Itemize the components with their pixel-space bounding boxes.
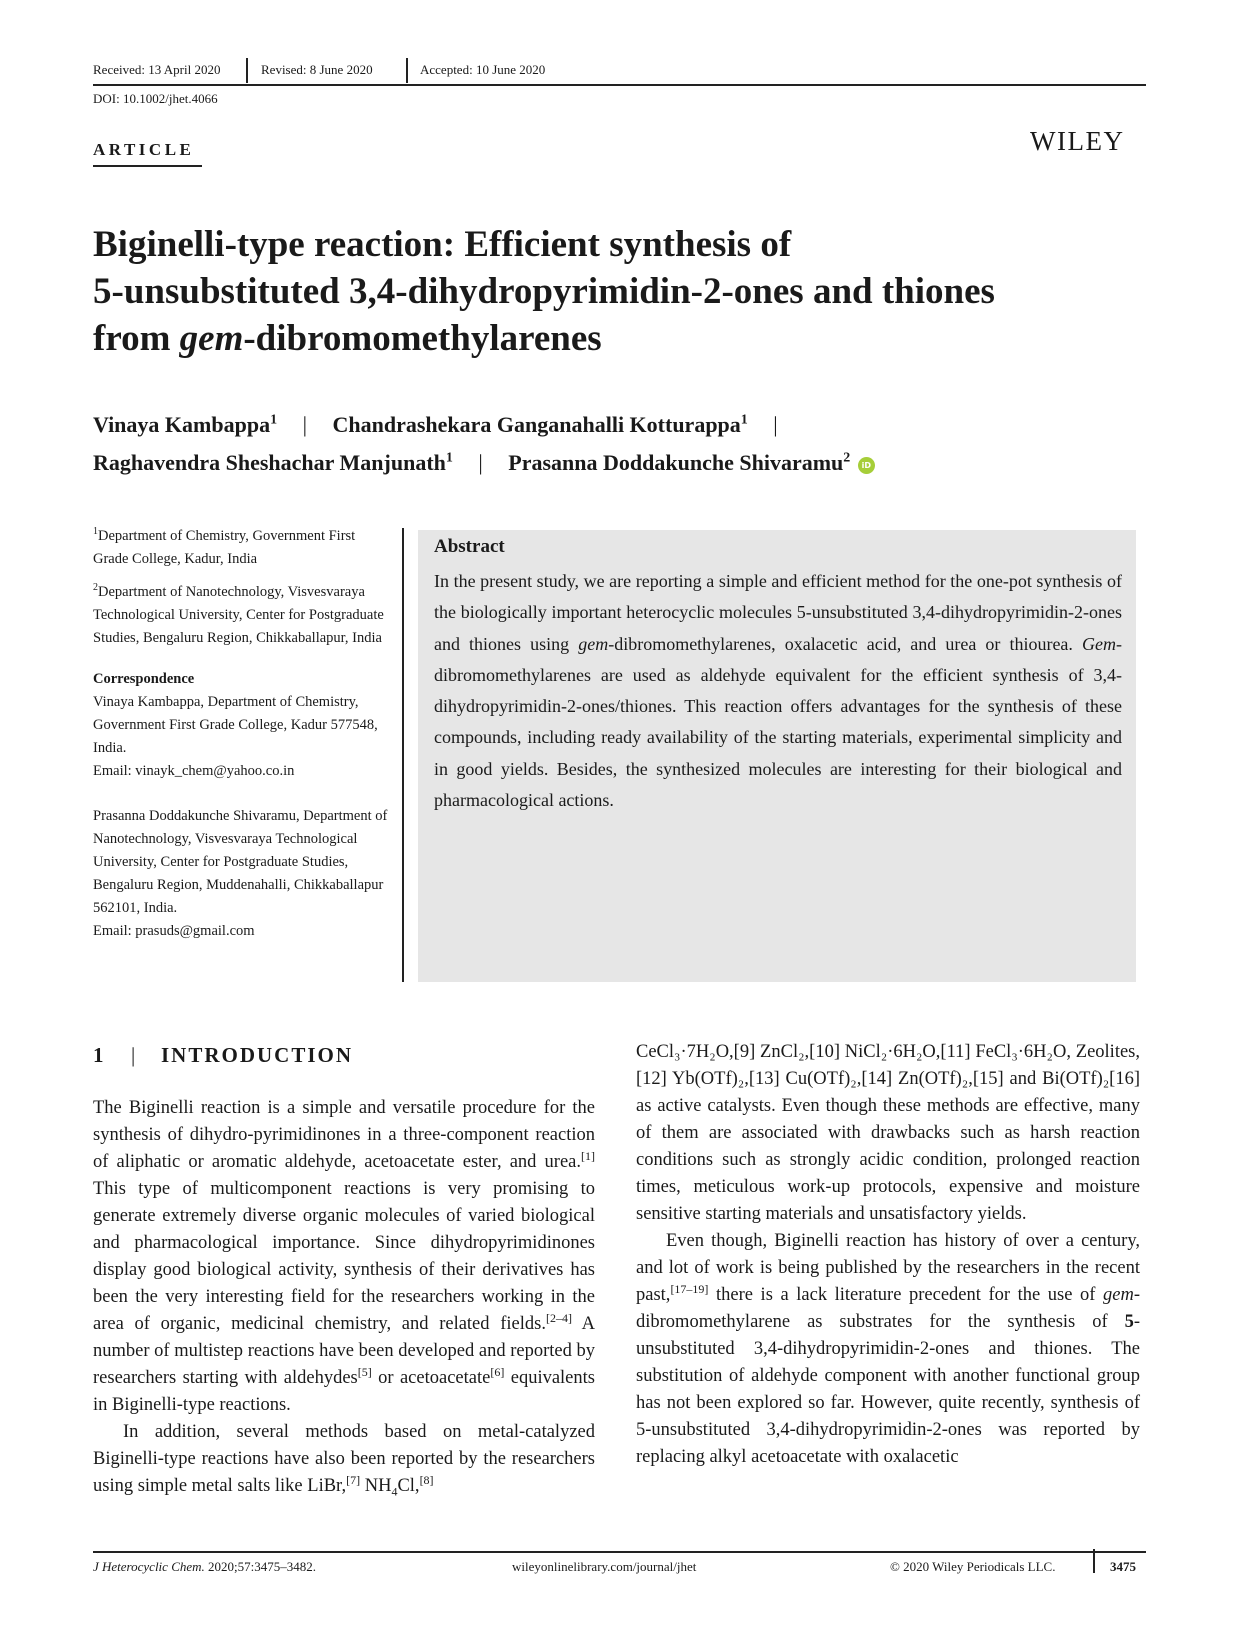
email-link[interactable]: Email: vinayk_chem@yahoo.co.in	[93, 763, 295, 779]
section-title: INTRODUCTION	[161, 1043, 354, 1067]
intro-left-column	[93, 1095, 595, 1500]
author-list	[93, 406, 1153, 482]
author-affiliation: 1	[445, 450, 453, 466]
article-type-label: ARTICLE	[93, 140, 195, 159]
title-line: Biginelli-type reaction: Efficient synthesis of	[93, 224, 792, 265]
revised-date: Revised: 8 June 2020	[261, 62, 373, 77]
correspondence-heading: Correspondence	[93, 671, 195, 687]
article-title	[93, 221, 1153, 362]
citation-ref[interactable]: [1]	[581, 1148, 595, 1163]
author-separator: |	[302, 412, 307, 437]
author-separator: |	[478, 450, 483, 475]
citation-ref[interactable]: [6]	[490, 1364, 505, 1379]
title-line: from gem-dibromomethylarenes	[93, 318, 602, 359]
author-name: Raghavendra Sheshachar Manjunath	[93, 450, 446, 475]
author-name: Vinaya Kambappa	[93, 412, 271, 437]
author-name: Chandrashekara Ganganahalli Kotturappa	[332, 412, 741, 437]
doi: DOI: 10.1002/jhet.4066	[93, 91, 218, 106]
journal-url-link[interactable]: wileyonlinelibrary.com/journal/jhet	[512, 1559, 697, 1574]
date-divider	[406, 58, 408, 83]
email-link[interactable]: Email: prasuds@gmail.com	[93, 923, 255, 939]
section-number: 1	[93, 1043, 104, 1067]
column-divider	[402, 528, 404, 982]
paragraph: In addition, several methods based on metal-catalyzed Biginelli-type reactions have also been reported by the researchers using simple metal salts like LiBr,[7] $NH_4Cl,[8]$	[93, 1422, 595, 1499]
orcid-icon[interactable]: iD	[858, 457, 875, 474]
journal-citation: J Heterocyclic Chem. 2020;57:3475–3482.	[93, 1559, 317, 1574]
accepted-date: Accepted: 10 June 2020	[420, 62, 546, 77]
footer-divider	[1093, 1549, 1095, 1573]
correspondence-entry: Prasanna Doddakunche Shivaramu, Department of Nanotechnology, Visvesvaraya Technological University, Center for Postgraduate Studies, Bengaluru Region, Muddenahalli, Chikkaballapur 562101, India.	[93, 808, 388, 916]
page-number: 3475	[1110, 1559, 1136, 1574]
intro-right-column	[636, 1039, 1140, 1471]
date-divider	[246, 58, 248, 83]
footer-rule	[93, 1551, 1146, 1553]
citation-ref[interactable]: [5]	[357, 1364, 372, 1379]
publisher-logo: WILEY	[1030, 126, 1125, 156]
author-affiliation: 2	[843, 450, 851, 466]
received-date: Received: 13 April 2020	[93, 62, 221, 77]
author-affiliation: 1	[740, 412, 748, 428]
title-line: 5-unsubstituted 3,4-dihydropyrimidin-2-ones and thiones	[93, 271, 995, 312]
affiliation: $^2$Department of Nanotechnology, Visvesvaraya Technological University, Center for Postgraduate Studies, Bengaluru Region, Chikkaballapur, India	[93, 582, 384, 646]
author-name: Prasanna Doddakunche Shivaramu	[508, 450, 844, 475]
abstract-heading: Abstract	[434, 536, 505, 557]
citation-ref[interactable]: [7]	[346, 1472, 361, 1487]
paragraph: Even though, Biginelli reaction has history of over a century, and lot of work is being published by the researchers in the recent past,[17–19] there is a lack literature precedent for the use of gem-dibromomethylarene as substrates for the synthesis of 5-unsubstituted 3,4-dihydropyrimidin-2-ones and thiones. The substitution of aldehyde component with another functional group has not been explored so far. However, quite recently, synthesis of 5-unsubstituted 3,4-dihydropyrimidin-2-ones was reported by replacing alkyl acetoacetate with oxalacetic	[636, 1231, 1140, 1467]
section-separator: |	[131, 1043, 136, 1067]
copyright: © 2020 Wiley Periodicals LLC.	[890, 1559, 1056, 1574]
citation-ref[interactable]: [2–4]	[545, 1310, 572, 1325]
affiliations-panel	[93, 525, 388, 953]
citation-ref[interactable]: [8]	[419, 1472, 434, 1487]
author-affiliation: 1	[270, 412, 278, 428]
affiliation: $^1$Department of Chemistry, Government First Grade College, Kadur, India	[93, 526, 356, 567]
abstract-body: In the present study, we are reporting a simple and efficient method for the one-pot synthesis of the biologically important heterocyclic molecules 5-unsubstituted 3,4-dihydropyrimidin-2-ones and thiones using gem-dibromomethylarenes, oxalacetic acid, and urea or thiourea. Gem-dibromomethylarenes are used as aldehyde equivalent for the efficient synthesis of 3,4-dihydropyrimidin-2-ones/thiones. This reaction offers advantages for the synthesis of these compounds, including ready availability of the starting materials, experimental simplicity and in good yields. Besides, the synthesized molecules are interesting for their biological and pharmacological actions.	[434, 571, 1122, 811]
citation-ref[interactable]: [17–19]	[670, 1281, 709, 1296]
catalyst-list: CeCl₃·7H₂O,[9] ZnCl₂,[10] NiCl₂·6H₂O,[11] FeCl₃·6H₂O, Zeolites,[12] Yb(OTf)₂,[13] Cu(OTf)₂,[14] Zn(OTf)₂,[15] and Bi(OTf)₂[16]	[636, 1042, 1140, 1089]
header-rule	[93, 84, 1146, 86]
paragraph: CeCl₃·7H₂O,[9] ZnCl₂,[10] NiCl₂·6H₂O,[11] FeCl₃·6H₂O, Zeolites,[12] Yb(OTf)₂,[13] Cu(OTf)₂,[14] Zn(OTf)₂,[15] and Bi(OTf)₂[16] as active catalysts. Even though these methods are effective, many of them are associated with drawbacks such as harsh reaction conditions such as strongly acidic condition, prolonged reaction times, meticulous work-up protocols, expensive and moisture sensitive starting materials and unsatisfactory yields.	[636, 1042, 1140, 1224]
author-separator: |	[773, 412, 778, 437]
article-label-underline	[93, 165, 202, 167]
paragraph: The Biginelli reaction is a simple and versatile procedure for the synthesis of dihydro-pyrimidinones in a three-component reaction of aliphatic or aromatic aldehyde, acetoacetate ester, and urea.[1] This type of multicomponent reactions is very promising to generate extremely diverse organic molecules of varied biological and pharmacological importance. Since dihydropyrimidinones display good biological activity, synthesis of their derivatives has been the very interesting field for the researchers working in the area of organic, medicinal chemistry, and related fields.[2–4] A number of multistep reactions have been developed and reported by researchers starting with aldehydes[5] or acetoacetate[6] equivalents in Biginelli-type reactions.	[93, 1098, 595, 1415]
publication-dates	[93, 62, 1146, 84]
correspondence-entry: Vinaya Kambappa, Department of Chemistry, Government First Grade College, Kadur 577548, India.	[93, 694, 378, 756]
